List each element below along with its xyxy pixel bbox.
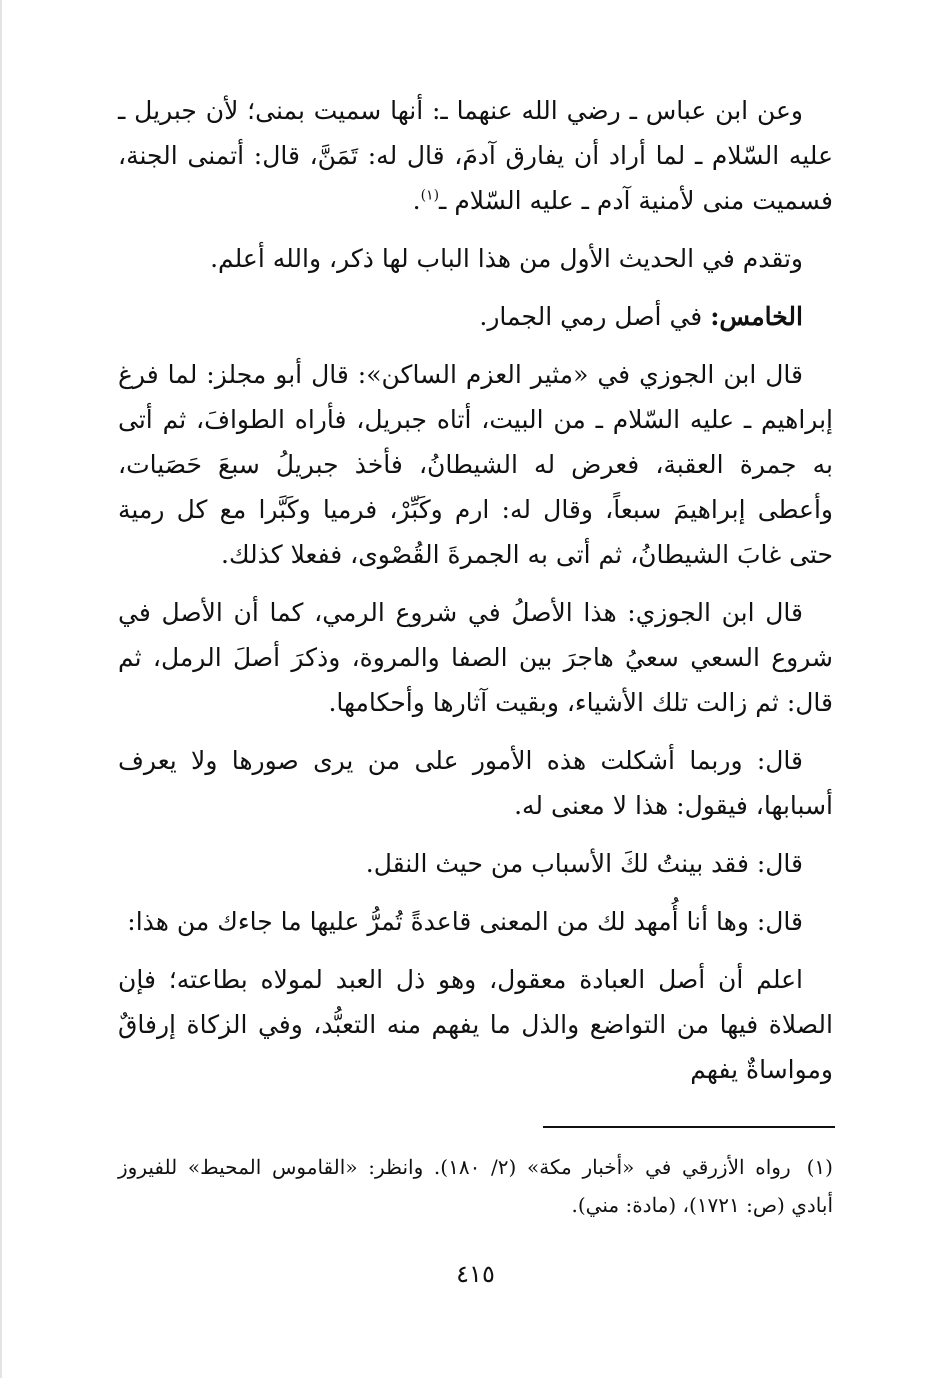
paragraph-rule-intro: قال: وها أنا أُمهد لك من المعنى قاعدةً تُمرُّ عليها ما جاءك من هذا:	[127, 907, 803, 936]
footnote-separator	[543, 1126, 835, 1128]
paragraph-mina-naming	[118, 88, 833, 223]
paragraph-fifth-heading	[118, 294, 833, 339]
section-heading-word: الخامس:	[710, 302, 803, 331]
footnote-text: رواه الأزرقي في «أخبار مكة» (٢/ ١٨٠). وانظر: «القاموس المحيط» للفيروز أبادي (ص: ١٧٢١)، (مادة: مني).	[118, 1155, 833, 1217]
paragraph-text: في أصل رمي الجمار.	[479, 302, 711, 331]
footnote-1	[118, 1148, 833, 1224]
paragraph-confusion: قال: وربما أشكلت هذه الأمور على من يرى صورها ولا يعرف أسبابها، فيقول: هذا لا معنى له.	[118, 746, 833, 820]
paragraph-reasons-explained: قال: فقد بينتُ لكَ الأسباب من حيث النقل.	[365, 849, 803, 878]
paragraph-origin-of-rami: قال ابن الجوزي: هذا الأصلُ في شروع الرمي، كما أن الأصل في شروع السعي سعيُ هاجرَ بين الصفا والمروة، وذكرَ أصلَ الرمل، ثم قال: ثم زالت تلك الأشياء، وبقيت آثارها وأحكامها.	[118, 598, 833, 717]
page-edge-shadow	[0, 0, 2, 1378]
paragraph-ibn-jawzi-story: قال ابن الجوزي في «مثير العزم الساكن»: قال أبو مجلز: لما فرغ إبراهيم ـ عليه السّلام ـ من البيت، أتاه جبريل، فأراه الطوافَ، ثم أتى به جمرة العقبة، فعرض له الشيطانُ، فأخذ جبريلُ سبعَ حَصَيات، وأعطى إبراهيمَ سبعاً، وقال له: ارم وكَبِّرْ، فرميا وكَبَّرا مع كل رمية حتى غابَ الشيطانُ، ثم أتى به الجمرةَ القُصْوى، ففعلا كذلك.	[118, 360, 833, 569]
footnote-reference: (١)	[420, 187, 440, 204]
footnotes-section	[118, 1148, 833, 1224]
paragraph-worship-principle: اعلم أن أصل العبادة معقول، وهو ذل العبد لمولاه بطاعته؛ فإن الصلاة فيها من التواضع والذل ما يفهم منه التعبُّد، وفي الزكاة إرفاقٌ ومواساةٌ يفهم	[118, 965, 833, 1084]
page-number: ٤١٥	[456, 1260, 495, 1288]
paragraph-earlier-mention: وتقدم في الحديث الأول من هذا الباب لها ذكر، والله أعلم.	[210, 244, 803, 273]
footnote-number: (١)	[806, 1155, 833, 1179]
paragraph-tail: .	[412, 186, 421, 215]
page-body	[118, 88, 833, 1105]
paragraph-text: وعن ابن عباس ـ رضي الله عنهما ـ: أنها سميت بمنى؛ لأن جبريل ـ عليه السّلام ـ لما أراد أن يفارق آدمَ، قال له: تَمَنَّ، قال: أتمنى الجنة، فسميت منى لأمنية آدم ـ عليه السّلام ـ	[118, 96, 833, 215]
